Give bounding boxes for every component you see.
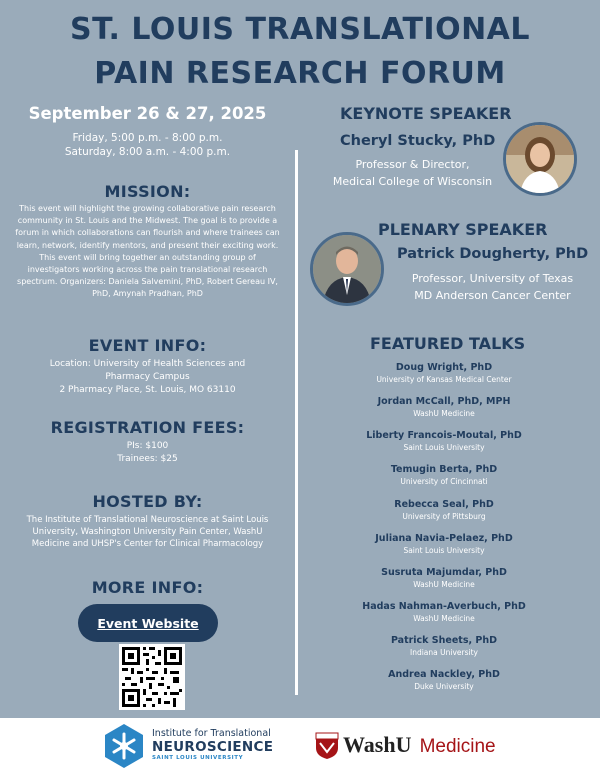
washu-shield-icon	[315, 732, 339, 760]
event-times	[10, 131, 285, 159]
event-website-button[interactable]: Event Website	[78, 604, 218, 642]
talk-speaker: Hadas Nahman-Averbuch, PhD	[362, 601, 526, 612]
talk-item	[355, 499, 533, 521]
keynote-title-line-1: Professor & Director,	[355, 158, 470, 171]
time-saturday: Saturday, 8:00 a.m. - 4:00 p.m.	[64, 146, 231, 158]
talk-affiliation: WashU Medicine	[413, 580, 475, 589]
talk-affiliation: University of Cincinnati	[400, 477, 488, 486]
keynote-portrait	[506, 125, 574, 193]
medicine-text: Medicine	[419, 736, 496, 757]
itn-line-1: Institute for Translational	[152, 728, 271, 739]
fee-pis: PIs: $100	[126, 441, 169, 451]
keynote-title	[320, 156, 505, 190]
hosted-text: The Institute of Translational Neuroscience at Saint Louis University, Washington University Pain Center, WashU Medicine and UHSP's Center for Clinical Pharmacology	[26, 515, 269, 549]
talk-affiliation: WashU Medicine	[413, 409, 475, 418]
itn-logo-text	[152, 728, 282, 761]
washu-text: WashU	[343, 732, 412, 757]
plenary-photo	[310, 232, 384, 306]
title-line-2: PAIN RESEARCH FORUM	[94, 56, 506, 91]
talk-affiliation: WashU Medicine	[413, 614, 475, 623]
talk-speaker: Doug Wright, PhD	[395, 362, 493, 373]
talk-affiliation: Indiana University	[410, 648, 478, 657]
plenary-heading: PLENARY SPEAKER	[378, 220, 548, 239]
itn-line-2: NEUROSCIENCE	[152, 739, 274, 755]
talk-affiliation: University of Kansas Medical Center	[376, 375, 512, 384]
column-divider	[295, 150, 298, 695]
location-line-1: Location: University of Health Sciences and	[49, 359, 246, 369]
event-info-heading: EVENT INFO:	[88, 336, 207, 355]
talk-affiliation: University of Pittsburg	[402, 512, 486, 521]
registration-fees	[10, 440, 285, 466]
plenary-name: Patrick Dougherty, PhD	[397, 246, 589, 262]
plenary-title-line-2: MD Anderson Cancer Center	[414, 289, 571, 302]
title-line-1: ST. LOUIS TRANSLATIONAL	[69, 12, 531, 47]
talk-affiliation: Duke University	[414, 682, 474, 691]
mission-heading: MISSION:	[104, 182, 191, 201]
washu-wordmark	[343, 732, 496, 758]
itn-line-3: SAINT LOUIS UNIVERSITY	[152, 755, 244, 761]
talk-speaker: Temugin Berta, PhD	[390, 464, 498, 475]
featured-heading: FEATURED TALKS	[370, 334, 526, 353]
keynote-name: Cheryl Stucky, PhD	[340, 133, 496, 149]
talk-item	[355, 396, 533, 418]
plenary-title-line-1: Professor, University of Texas	[411, 272, 574, 285]
footer-logos	[0, 718, 600, 776]
talk-item	[355, 635, 533, 657]
talk-item	[355, 669, 533, 691]
talk-speaker: Juliana Navia-Pelaez, PhD	[375, 533, 513, 544]
talk-speaker: Liberty Francois-Moutal, PhD	[366, 430, 522, 441]
time-friday: Friday, 5:00 p.m. - 8:00 p.m.	[72, 132, 223, 144]
talk-speaker: Susruta Majumdar, PhD	[381, 567, 507, 578]
talk-item	[355, 533, 533, 555]
keynote-heading: KEYNOTE SPEAKER	[340, 104, 512, 123]
keynote-photo	[503, 122, 577, 196]
talk-affiliation: Saint Louis University	[403, 443, 485, 452]
talk-speaker: Andrea Nackley, PhD	[388, 669, 500, 680]
qr-code[interactable]	[119, 644, 185, 710]
location-line-3: 2 Pharmacy Place, St. Louis, MO 63110	[59, 385, 236, 395]
talk-item	[355, 430, 533, 452]
talk-affiliation: Saint Louis University	[403, 546, 485, 555]
keynote-title-line-2: Medical College of Wisconsin	[332, 175, 493, 188]
talk-item	[355, 362, 533, 384]
event-info-text	[10, 358, 285, 397]
more-info-heading: MORE INFO:	[91, 578, 204, 597]
talk-speaker: Patrick Sheets, PhD	[390, 635, 498, 646]
hosted-heading: HOSTED BY:	[92, 492, 203, 511]
talk-item	[355, 601, 533, 623]
qr-code-graphic	[119, 644, 185, 710]
mission-text: This event will highlight the growing collaborative pain research community in St. Louis and the Midwest. The goal is to provide a forum in which collaborations can flourish and where trainees can learn, network, identify mentors, and present their exciting work. This event will bring together an outstanding group of investigators working across the pain translational research spectrum. Organizers: Daniela Salvemini, PhD, Robert Gereau IV, PhD, Amynah Pradhan, PhD	[15, 204, 280, 299]
event-date: September 26 & 27, 2025	[28, 104, 267, 123]
talk-speaker: Jordan McCall, PhD, MPH	[377, 396, 511, 407]
itn-logo-icon	[100, 722, 148, 770]
talk-item	[355, 464, 533, 486]
registration-heading: REGISTRATION FEES:	[50, 418, 245, 437]
fee-trainees: Trainees: $25	[117, 454, 178, 464]
talk-speaker: Rebecca Seal, PhD	[394, 499, 494, 510]
plenary-title	[395, 270, 590, 304]
talk-item	[355, 567, 533, 589]
location-line-2: Pharmacy Campus	[105, 372, 190, 382]
plenary-portrait	[313, 235, 381, 303]
